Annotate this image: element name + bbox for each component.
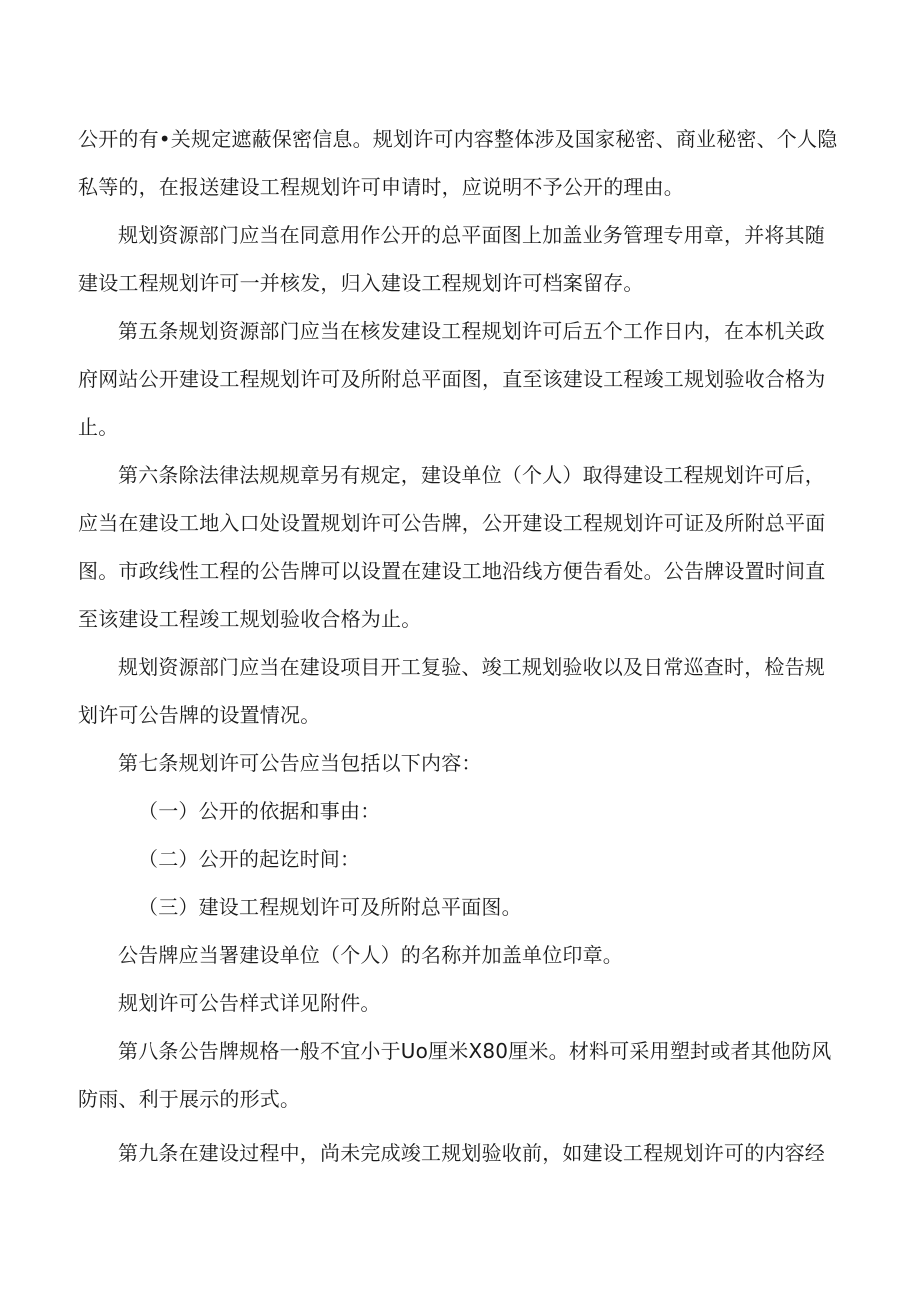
list-item: （三）建设工程规划许可及所附总平面图。 [138,895,522,919]
paragraph-line: 图。市政线性工程的公告牌可以设置在建设工地沿线方便告看处。公告牌设置时间直 [78,559,826,583]
paragraph-line: 止。 [78,415,119,439]
article-7-line: 第七条规划许可公告应当包括以下内容： [118,751,482,775]
paragraph-line: 府网站公开建设工程规划许可及所附总平面图，直至该建设工程竣工规划验收合格为 [78,367,826,391]
list-item: （一）公开的依据和事由： [138,799,381,823]
article-8-line: 第八条公告牌规格一般不宜小于Uo厘米X80厘米。材料可采用塑封或者其他防风 [118,1039,832,1063]
paragraph-line: 公开的有•关规定遮蔽保密信息。规划许可内容整体涉及国家秘密、商业秘密、个人隐 [78,127,838,151]
paragraph-line: 划许可公告牌的设置情况。 [78,703,321,727]
paragraph-line: 公告牌应当署建设单位（个人）的名称并加盖单位印章。 [118,943,623,967]
article-9-line: 第九条在建设过程中，尚未完成竣工规划验收前，如建设工程规划许可的内容经 [118,1141,825,1165]
list-item: （二）公开的起讫时间： [138,847,361,871]
paragraph-line: 建设工程规划许可一并核发，归入建设工程规划许可档案留存。 [78,271,644,295]
paragraph-line: 规划资源部门应当在同意用作公开的总平面图上加盖业务管理专用章，并将其随 [118,223,825,247]
paragraph-line: 防雨、利于展示的形式。 [78,1087,301,1111]
article-6-line: 第六条除法律法规规章另有规定，建设单位（个人）取得建设工程规划许可后， [118,463,825,487]
paragraph-line: 私等的，在报送建设工程规划许可申请时，应说明不予公开的理由。 [78,175,684,199]
paragraph-line: 规划许可公告样式详见附件。 [118,991,381,1015]
article-5-line: 第五条规划资源部门应当在核发建设工程规划许可后五个工作日内，在本机关政 [118,319,825,343]
paragraph-line: 至该建设工程竣工规划验收合格为止。 [78,607,422,631]
paragraph-line: 规划资源部门应当在建设项目开工复验、竣工规划验收以及日常巡查时，检告规 [118,655,825,679]
paragraph-line: 应当在建设工地入口处设置规划许可公告牌，公开建设工程规划许可证及所附总平面 [78,511,826,535]
